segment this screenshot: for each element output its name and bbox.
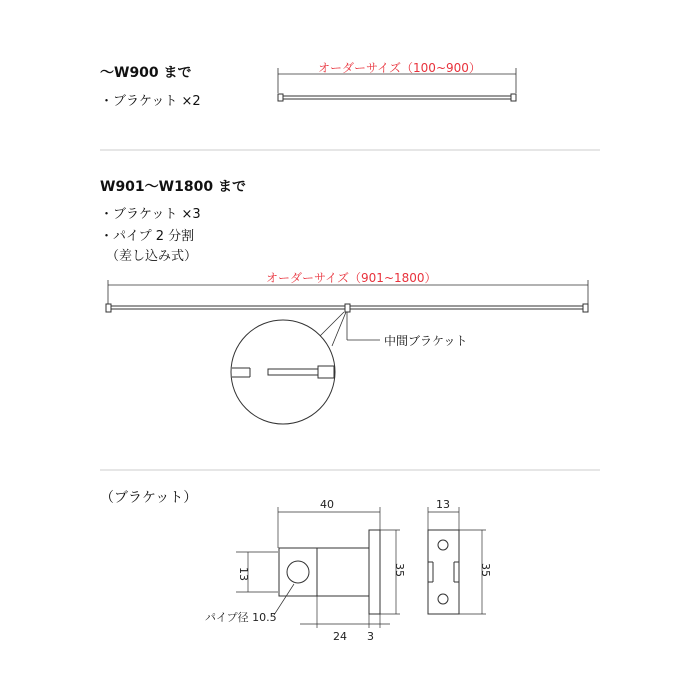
size-label-long: オーダーサイズ（901~1800） — [266, 271, 437, 285]
dim-height-13: 13 — [237, 567, 250, 581]
dim-plate-3: 3 — [367, 630, 374, 643]
dim-front-height-35: 35 — [479, 563, 492, 577]
callout-label: 中間ブラケット — [384, 334, 468, 348]
bracket-front-view — [428, 507, 486, 614]
size-label-short: オーダーサイズ（100~900） — [318, 61, 481, 75]
bracket-side-view — [236, 507, 400, 628]
pipe-diameter-label: パイプ径 10.5 — [205, 611, 277, 624]
dim-front-width-13: 13 — [436, 498, 450, 511]
dim-depth-24: 24 — [333, 630, 347, 643]
section2-item-pipe: ・パイプ 2 分割 — [100, 229, 195, 244]
section1-item: ・ブラケット ×2 — [100, 94, 201, 109]
dim-height-35-side: 35 — [393, 563, 406, 577]
rail-long — [106, 280, 588, 346]
section2-heading: W901〜W1800 まで — [100, 179, 246, 195]
section2-item-note: （差し込み式） — [106, 249, 198, 264]
dim-width-40: 40 — [320, 498, 334, 511]
section1-heading: 〜W900 まで — [100, 65, 192, 81]
detail-zoom — [231, 320, 335, 424]
section3-heading: （ブラケット） — [100, 490, 198, 506]
section2-item-bracket: ・ブラケット ×3 — [100, 207, 201, 222]
